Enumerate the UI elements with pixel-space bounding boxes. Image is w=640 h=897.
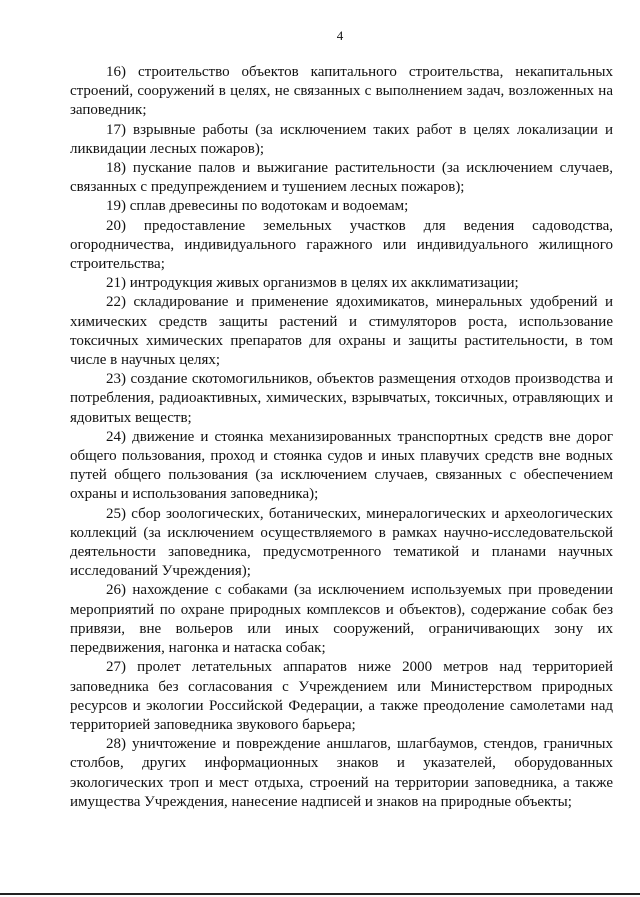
list-item-22: 22) складирование и применение ядохимикатов, минеральных удобрений и химических средств защиты растений и стимуляторов роста, использование токсичных химических препаратов для охраны и защиты растительности, в том числе в научных целях;: [70, 294, 613, 369]
list-item-25: 25) сбор зоологических, ботанических, минералогических и археологических коллекций (за исключением осуществляемого в рамках научно-исследовательской деятельности заповедника, предусмотренного тематикой и планами научных исследований Учреждения);: [70, 505, 613, 580]
list-item-24: 24) движение и стоянка механизированных транспортных средств вне дорог общего пользования, проход и стоянка судов и иных плавучих средств вне водных путей общего пользования (за исключением случаев, связанных с обеспечением охраны и использования заповедника);: [70, 428, 613, 503]
page-number: 4: [336, 28, 344, 43]
list-item-26: 26) нахождение с собаками (за исключением используемых при проведении мероприятий по охране природных комплексов и объектов), содержание собак без привязи, вне вольеров или иных сооружений, ограничивающих зону их передвижения, нагонка и натаска собак;: [70, 582, 613, 657]
list-item-20: 20) предоставление земельных участков для ведения садоводства, огородничества, индивидуального гаражного или индивидуального жилищного строительства;: [70, 217, 613, 273]
list-item-27: 27) пролет летательных аппаратов ниже 2000 метров над территорией заповедника без согласования с Учреждением или Министерством природных ресурсов и экологии Российской Федерации, а также преодоление самолетами над территорией заповедника звукового барьера;: [70, 659, 613, 733]
list-item-17: 17) взрывные работы (за исключением таких работ в целях локализации и ликвидации лесных пожаров);: [70, 121, 613, 157]
list-item-23: 23) создание скотомогильников, объектов размещения отходов производства и потребления, радиоактивных, химических, взрывчатых, токсичных, отравляющих и ядовитых веществ;: [70, 371, 613, 426]
page-bottom-edge: [0, 893, 640, 895]
list-item-28: 28) уничтожение и повреждение аншлагов, шлагбаумов, стендов, граничных столбов, других информационных знаков и указателей, оборудованных экологических троп и мест отдыха, строений на территории заповедника, а также имущества Учреждения, нанесение надписей и знаков на природные объекты;: [70, 736, 613, 810]
list-item-21: 21) интродукция живых организмов в целях их акклиматизации;: [106, 275, 519, 292]
document-body: [70, 63, 613, 812]
list-item-16: 16) строительство объектов капитального строительства, некапитальных строений, сооружений в целях, не связанных с выполнением задач, возложенных на заповедник;: [70, 64, 613, 119]
list-item-18: 18) пускание палов и выжигание растительности (за исключением случаев, связанных с предупреждением и тушением лесных пожаров);: [70, 160, 613, 196]
list-item-19: 19) сплав древесины по водотокам и водоемам;: [106, 198, 409, 215]
